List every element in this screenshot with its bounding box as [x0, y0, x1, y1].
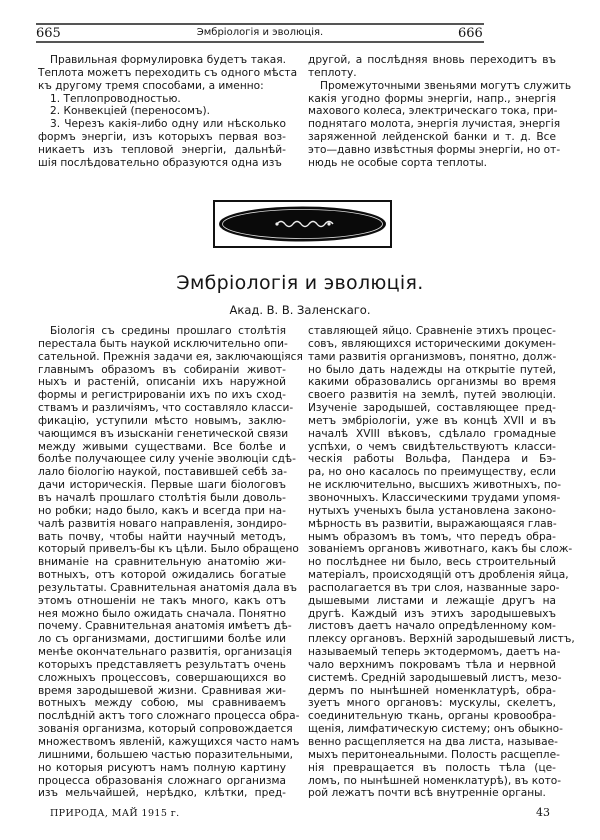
text-line: теплоту.	[308, 66, 357, 79]
text-line: ныхъ и растеній, описаніи ихъ наружной	[38, 376, 286, 389]
text-line: результаты. Сравнительная анатомія дала въ	[38, 581, 298, 594]
text-line: зованіемъ органовъ животнаго, какъ бы слож-	[308, 543, 573, 556]
article-author: Акад. В. В. Заленскаго.	[229, 303, 371, 317]
text-line: метъ эмбріологіи, уже въ концѣ XVII и въ	[308, 414, 556, 427]
text-line: Біологія съ средины прошлаго столѣтія	[50, 325, 286, 337]
text-line: перестала быть наукой исключительно опи-	[38, 337, 288, 350]
text-line: называемый теперь эктодермомъ, даетъ на-	[308, 646, 561, 659]
ornament-vignette-icon	[213, 200, 392, 248]
text-line: шія послѣдовательно образуются одна изъ	[38, 156, 282, 169]
text-line: вниманіе на сравнительную анатомію жи-	[38, 556, 286, 569]
text-line: къ другому тремя способами, а именно:	[38, 79, 264, 92]
text-line: ло съ организмами, достигшими болѣе или	[38, 633, 286, 646]
text-line: лало біологію наукой, поставившей себѣ за-	[38, 466, 288, 479]
text-line: Теплота можетъ переходить съ одного мѣста	[38, 66, 298, 79]
text-line: ствамъ и различіямъ, что составляло класси-	[38, 402, 294, 415]
text-line: вотныхъ, отъ которой ожидались богатые	[38, 569, 286, 582]
text-line: поднятаго молота, энергія лучистая, энергія	[308, 118, 561, 131]
text-line: формы и регистрированіи ихъ по ихъ сход-	[38, 389, 286, 402]
article-body-right-column	[308, 325, 575, 800]
running-title: Эмбріологія и эволюція.	[196, 27, 324, 38]
text-line: совъ, являющихся историческими докумен-	[308, 337, 556, 350]
page-number-right: 666	[458, 26, 483, 41]
text-line: мѣрность въ развитіи, выражающаяся глав-	[308, 517, 557, 530]
text-line: изъ мельчайшей, нерѣдко, клѣтки, пред-	[38, 787, 286, 800]
text-line: другѣ. Каждый изъ этихъ зародышевыхъ	[308, 607, 556, 620]
text-line: дермъ по нынѣшней номенклатурѣ, обра-	[308, 684, 556, 697]
text-line: послѣдній актъ того сложнаго процесса обра-	[38, 710, 300, 723]
text-line: звоночныхъ. Классическими трудами упомя-	[308, 491, 561, 504]
text-line: сложныхъ процессовъ, совершающихся во	[38, 671, 286, 684]
text-line: не исключительно, высшихъ животныхъ, по-	[308, 479, 562, 492]
footer-page-number: 43	[536, 806, 550, 819]
text-line: листовъ даетъ начало опредѣленному ком-	[308, 620, 556, 633]
text-line: дачи историческія. Первые шаги біологовъ	[38, 479, 286, 492]
text-line: заряженной лейденской банки и т. д. Все	[308, 131, 556, 144]
article-title: Эмбріологія и эволюція.	[176, 272, 424, 294]
text-line: ческія работы Вольфа, Пандера и Бэ-	[308, 453, 556, 466]
text-line: успѣхи, о чемъ свидѣтельствуютъ класси-	[308, 440, 556, 453]
text-line: матеріалъ, происходящій отъ дробленія яйца,	[308, 569, 569, 582]
text-line: въ началѣ прошлаго столѣтія были доволь-	[38, 491, 286, 504]
text-line: Изученіе зародышей, составляющее пред-	[308, 402, 556, 415]
text-line: которыхъ представляетъ результатъ очень	[38, 658, 286, 671]
text-line: но было дать надежды на открытіе путей,	[308, 363, 556, 376]
text-line: махового колеса, электрическаго тока, при-	[308, 105, 558, 118]
text-line: почему. Сравнительная анатомія имѣетъ дѣ-	[38, 620, 292, 633]
text-line: зуетъ много органовъ: мускулы, скелетъ,	[308, 697, 556, 710]
text-line: ставляющей яйцо. Сравненіе этихъ процес-	[308, 325, 556, 337]
text-line: нутыхъ ученыхъ была установлена законо-	[308, 504, 556, 517]
text-line: другой, а послѣдняя вновь переходитъ въ	[308, 54, 556, 66]
text-line: Правильная формулировка будетъ такая.	[50, 54, 286, 66]
text-line: никаетъ изъ тепловой энергіи, дальнѣй-	[38, 143, 286, 156]
header-rule-bottom	[36, 41, 484, 43]
text-line: системѣ. Средній зародышевый листъ, мезо-	[308, 671, 562, 684]
text-line: фикацію, уступили мѣсто новымъ, заклю-	[38, 414, 286, 427]
text-line: ломъ, по нынѣшней номенклатурѣ), въ кото-	[308, 774, 562, 787]
text-line: болѣе получающее силу ученіе эволюціи сдѣ-	[38, 453, 296, 466]
text-line: чающимся въ изысканіи генетической связи	[38, 427, 289, 440]
previous-article-right-column	[308, 54, 572, 170]
text-line: какія угодно формы энергіи, напр., энергія	[308, 92, 556, 105]
text-line: началѣ XVIII вѣковъ, сдѣлало громадные	[308, 427, 556, 440]
text-line: тами развитія организмовъ, понятно, долж-	[308, 350, 557, 363]
text-line: располагается въ три слоя, названные заро-	[308, 581, 560, 594]
text-line: своего развитія на землѣ, путей эволюціи.	[308, 389, 556, 402]
text-line: время зародышевой жизни. Сравнивая жи-	[38, 684, 286, 697]
text-line: какими образовались организмы во время	[308, 376, 556, 389]
text-line: этомъ отношеніи не такъ много, какъ отъ	[38, 594, 286, 607]
text-line: щенія, лимфатическую систему; онъ обыкно-	[308, 723, 563, 736]
text-line: чало верхнимъ покровамъ тѣла и нервной	[308, 658, 556, 671]
text-line: рой лежатъ почти всѣ внутренніе органы.	[308, 787, 546, 800]
previous-article-left-column	[38, 54, 298, 170]
text-line: мыхъ перитонеальными. Полость расщепле-	[308, 748, 560, 761]
text-line: но робки; надо было, какъ и всегда при на-	[38, 504, 286, 517]
article-body-left-column	[38, 325, 303, 800]
text-line: чалѣ развитія новаго направленія, зондиро-	[38, 517, 287, 530]
text-line: ра, но оно касалось по преимуществу, если	[308, 466, 556, 479]
text-line: 1. Теплопроводностью.	[50, 92, 181, 105]
header-rule-top	[36, 23, 484, 25]
text-line: сательной. Прежнія задачи ея, заключающіяся	[38, 350, 303, 363]
text-line: нея можно было ожидать сначала. Понятно	[38, 607, 286, 620]
text-line: менѣе окончательнаго развитія, организація	[38, 646, 292, 659]
text-line: Промежуточными звеньями могутъ служить	[320, 79, 572, 92]
text-line: формъ энергіи, изъ которыхъ первая воз-	[38, 131, 286, 144]
text-line: нюдь не особые сорта теплоты.	[308, 156, 487, 169]
text-line: нымъ образомъ въ томъ, что передъ обра-	[308, 530, 556, 543]
text-line: который привелъ-бы къ цѣли. Было обращено	[38, 543, 299, 556]
text-line: дышевыми листами и лежащіе другъ на	[308, 594, 556, 607]
text-line: вать почву, чтобы найти научный методъ,	[38, 530, 286, 543]
text-line: но которыя рисуютъ намъ полную картину	[38, 761, 286, 774]
text-line: но послѣднее ни было, весь строительный	[308, 556, 556, 569]
text-line: зованія организма, который сопровождается	[38, 723, 293, 736]
text-line: нія превращается въ полость тѣла (це-	[308, 761, 556, 774]
text-line: 3. Черезъ какія-либо одну или нѣсколько	[50, 118, 286, 131]
text-line: вотныхъ между собою, мы сравниваемъ	[38, 697, 286, 710]
text-line: соединительную ткань, органы кровообра-	[308, 710, 556, 723]
text-line: 2. Конвекціей (переносомъ).	[50, 105, 210, 118]
page-number-left: 665	[36, 26, 61, 41]
footer-journal-issue: ПРИРОДА, МАЙ 1915 г.	[50, 808, 180, 819]
text-line: лишними, большею частью поразительными,	[38, 748, 293, 761]
text-line: процесса образованія сложнаго организма	[38, 774, 286, 787]
text-line: главнымъ образомъ въ собираніи живот-	[38, 363, 286, 376]
text-line: между живыми существами. Все болѣе и	[38, 440, 286, 453]
text-line: множествомъ явленій, кажущихся часто намъ	[38, 736, 300, 748]
text-line: венно расщепляется на два листа, называе-	[308, 736, 558, 748]
text-line: плексу органовъ. Верхній зародышевый листъ,	[308, 633, 575, 646]
text-line: это—давно извѣстныя формы энергіи, но от-	[308, 143, 561, 156]
